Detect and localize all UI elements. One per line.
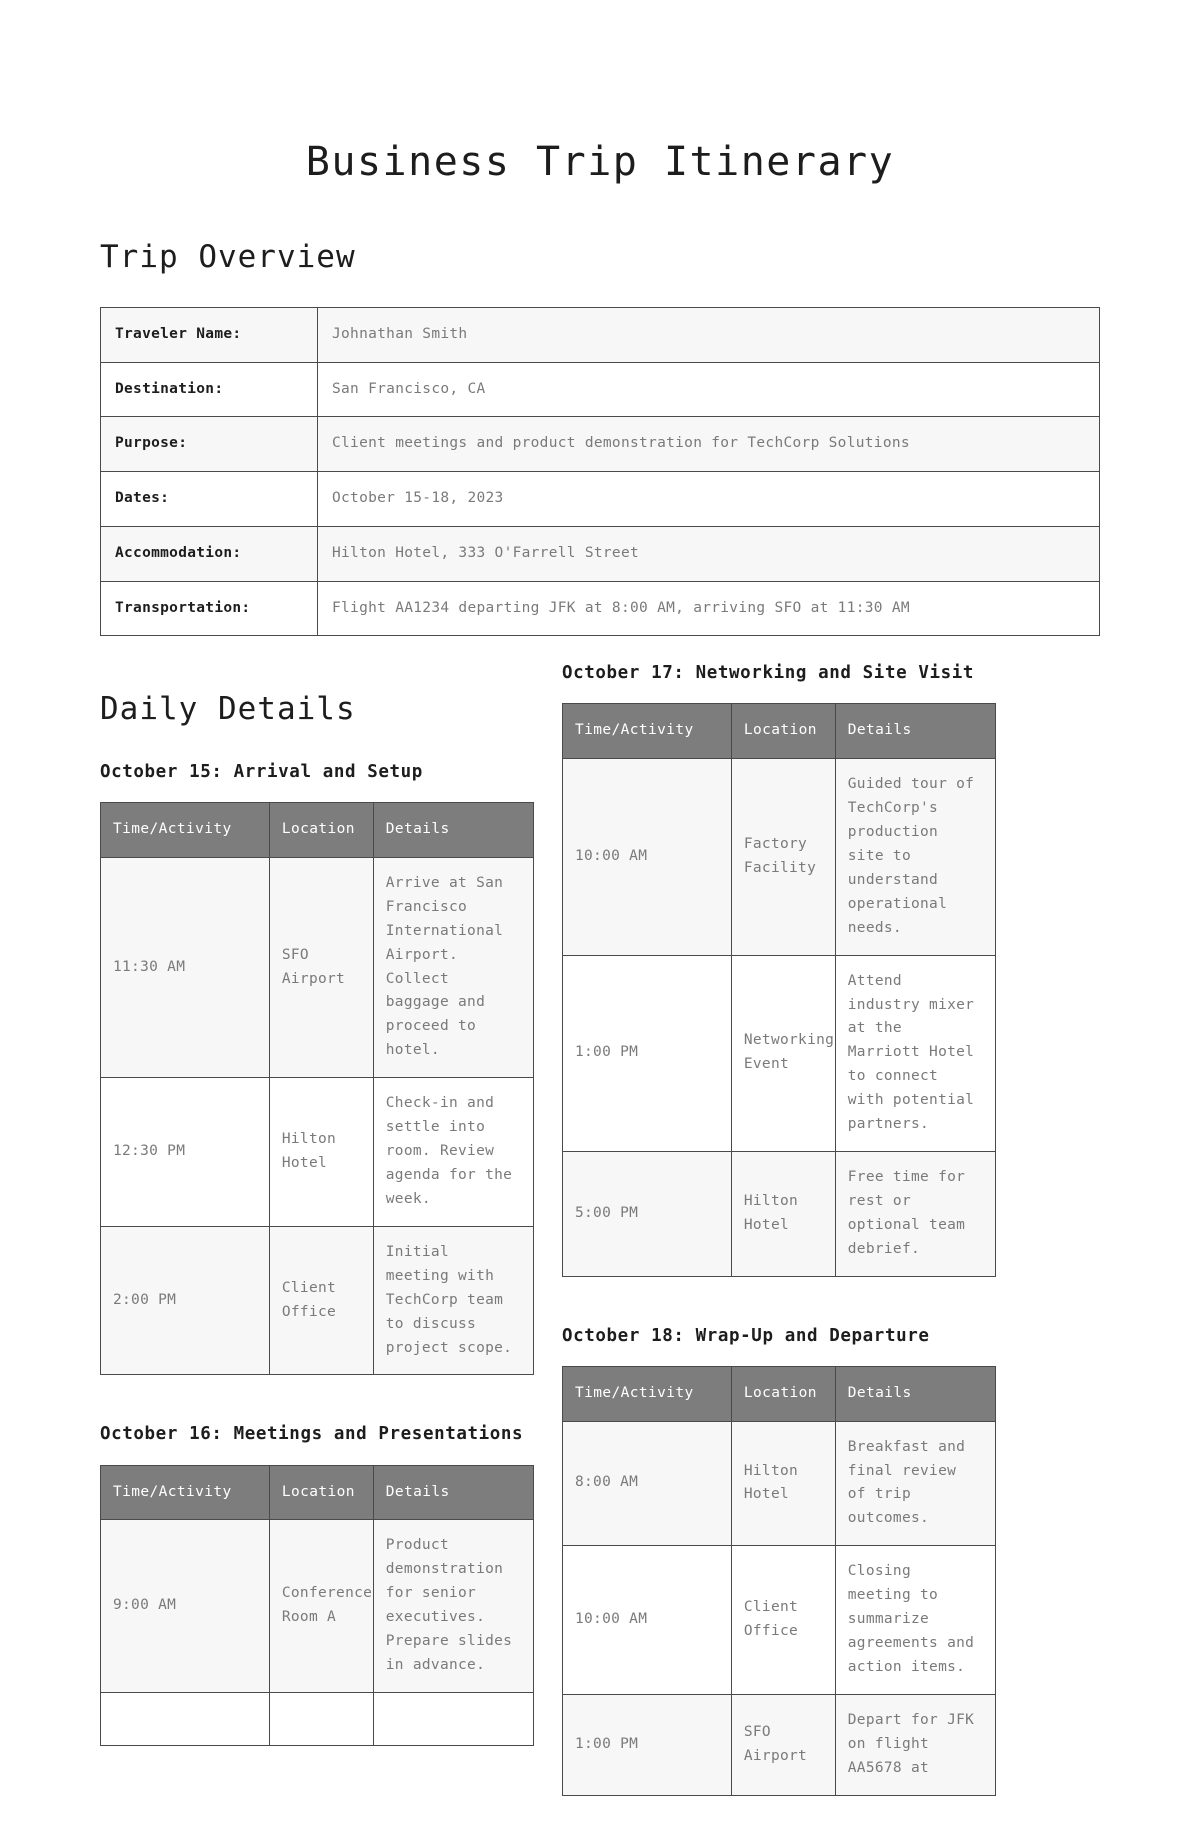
day-heading-oct-15: October 15: Arrival and Setup: [100, 762, 423, 782]
cell-time: 10:00 AM: [563, 1546, 732, 1695]
trip-overview-table: [100, 307, 1100, 637]
overview-label: Dates:: [101, 472, 318, 527]
cell-details: Closing meeting to summarize agreements and action items.: [835, 1546, 995, 1695]
table-row: [101, 581, 1100, 636]
cell-time: 10:00 AM: [563, 759, 732, 955]
cell-location: Hilton Hotel: [731, 1421, 835, 1546]
day-table-oct-18: [562, 1366, 996, 1796]
daily-details-heading: Daily Details: [100, 691, 356, 728]
column-header-details: Details: [835, 1366, 995, 1421]
cell-location: SFO Airport: [731, 1694, 835, 1795]
cell-location: [269, 1692, 373, 1745]
table-row: [563, 955, 996, 1151]
table-row: [101, 362, 1100, 417]
overview-value: San Francisco, CA: [318, 362, 1100, 417]
table-row: [101, 472, 1100, 527]
day-table-oct-15: [100, 802, 534, 1375]
cell-time: 5:00 PM: [563, 1152, 732, 1277]
cell-details: Initial meeting with TechCorp team to discuss project scope.: [373, 1226, 533, 1375]
cell-time: 12:30 PM: [101, 1078, 270, 1227]
table-row: [101, 307, 1100, 362]
overview-label: Transportation:: [101, 581, 318, 636]
column-header-time: Time/Activity: [563, 1366, 732, 1421]
table-row: [563, 1421, 996, 1546]
daily-details-left-column: [100, 660, 534, 1792]
column-header-details: Details: [373, 803, 533, 858]
cell-location: Hilton Hotel: [269, 1078, 373, 1227]
table-row: [563, 1694, 996, 1795]
page-title: Business Trip Itinerary: [305, 139, 895, 185]
cell-details: Free time for rest or optional team debrief.: [835, 1152, 995, 1277]
column-header-location: Location: [269, 1465, 373, 1520]
trip-overview-heading: Trip Overview: [100, 239, 356, 275]
overview-value: Flight AA1234 departing JFK at 8:00 AM, arriving SFO at 11:30 AM: [318, 581, 1100, 636]
overview-value: Client meetings and product demonstration for TechCorp Solutions: [318, 417, 1100, 472]
table-row: [563, 1152, 996, 1277]
table-row: [101, 1226, 534, 1375]
cell-location: Factory Facility: [731, 759, 835, 955]
day-table-oct-16: [100, 1465, 534, 1746]
day-heading-oct-16: October 16: Meetings and Presentations: [100, 1424, 524, 1445]
table-header-row: [101, 803, 534, 858]
cell-time: 11:30 AM: [101, 857, 270, 1077]
cell-time: 1:00 PM: [563, 955, 732, 1151]
cell-details: Breakfast and final review of trip outcomes.: [835, 1421, 995, 1546]
cell-time: 8:00 AM: [563, 1421, 732, 1546]
overview-value: October 15-18, 2023: [318, 472, 1100, 527]
table-row: [101, 1520, 534, 1693]
daily-details-right-column: [562, 660, 996, 1841]
cell-location: Hilton Hotel: [731, 1152, 835, 1277]
column-header-time: Time/Activity: [101, 1465, 270, 1520]
overview-label: Purpose:: [101, 417, 318, 472]
column-header-details: Details: [835, 704, 995, 759]
cell-details: Product demonstration for senior executives. Prepare slides in advance.: [373, 1520, 533, 1693]
table-row: [563, 1546, 996, 1695]
table-row: [101, 1078, 534, 1227]
cell-location: Client Office: [269, 1226, 373, 1375]
column-header-location: Location: [731, 1366, 835, 1421]
overview-label: Traveler Name:: [101, 307, 318, 362]
overview-value: Johnathan Smith: [318, 307, 1100, 362]
day-heading-oct-18: October 18: Wrap-Up and Departure: [562, 1325, 930, 1346]
cell-details: Guided tour of TechCorp's production site to understand operational needs.: [835, 759, 995, 955]
table-header-row: [563, 1366, 996, 1421]
table-row: [101, 417, 1100, 472]
day-heading-oct-17: October 17: Networking and Site Visit: [562, 663, 975, 684]
cell-time: [101, 1692, 270, 1745]
overview-value: Hilton Hotel, 333 O'Farrell Street: [318, 526, 1100, 581]
cell-details: Attend industry mixer at the Marriott Hotel to connect with potential partners.: [835, 955, 995, 1151]
table-header-row: [563, 704, 996, 759]
cell-time: 2:00 PM: [101, 1226, 270, 1375]
table-row: [101, 526, 1100, 581]
cell-location: Networking Event: [731, 955, 835, 1151]
cell-location: Client Office: [731, 1546, 835, 1695]
column-header-details: Details: [373, 1465, 533, 1520]
column-header-location: Location: [731, 704, 835, 759]
cell-time: 1:00 PM: [563, 1694, 732, 1795]
column-header-location: Location: [269, 803, 373, 858]
column-header-time: Time/Activity: [101, 803, 270, 858]
cell-details: [373, 1692, 533, 1745]
cell-location: SFO Airport: [269, 857, 373, 1077]
table-row: [563, 759, 996, 955]
table-header-row: [101, 1465, 534, 1520]
cell-details: Depart for JFK on flight AA5678 at: [835, 1694, 995, 1795]
table-row: [101, 1692, 534, 1745]
column-header-time: Time/Activity: [563, 704, 732, 759]
overview-label: Destination:: [101, 362, 318, 417]
cell-details: Check-in and settle into room. Review agenda for the week.: [373, 1078, 533, 1227]
cell-location: Conference Room A: [269, 1520, 373, 1693]
cell-time: 9:00 AM: [101, 1520, 270, 1693]
day-table-oct-17: [562, 703, 996, 1276]
cell-details: Arrive at San Francisco International Airport. Collect baggage and proceed to hotel.: [373, 857, 533, 1077]
trip-overview-table-wrapper: [100, 277, 1100, 637]
table-row: [101, 857, 534, 1077]
overview-label: Accommodation:: [101, 526, 318, 581]
